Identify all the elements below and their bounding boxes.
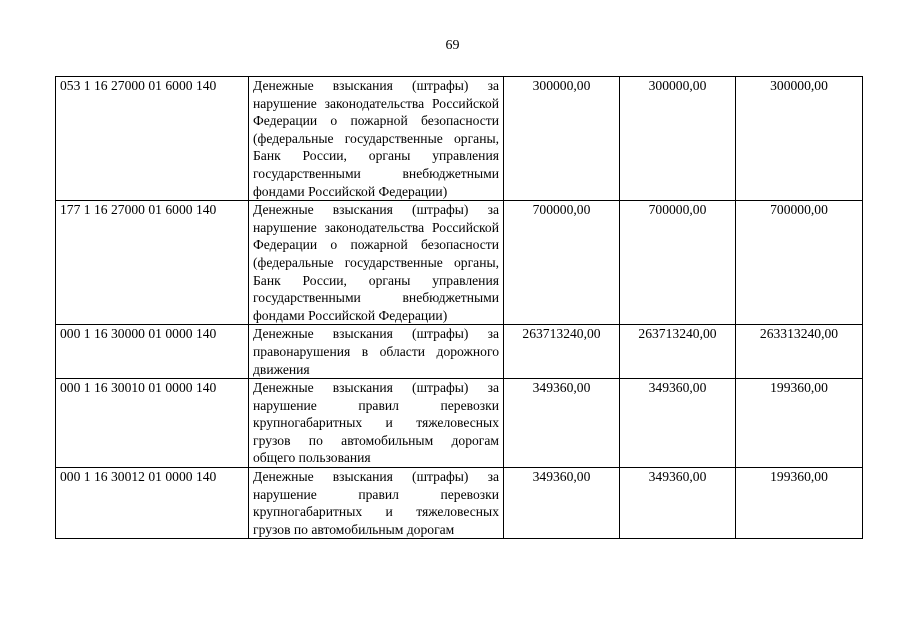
amount-year2-cell: 349360,00 xyxy=(620,379,736,468)
description-cell: Денежные взыскания (штрафы) за нарушение правил перевозки крупногабаритных и тяжеловесных грузов по автомобильным дорогам xyxy=(249,468,504,539)
budget-code-cell: 177 1 16 27000 01 6000 140 xyxy=(56,201,249,325)
amount-year1-cell: 349360,00 xyxy=(504,468,620,539)
amount-year2-cell: 700000,00 xyxy=(620,201,736,325)
amount-year3-cell: 199360,00 xyxy=(736,379,863,468)
revenue-table xyxy=(55,76,863,539)
description-cell: Денежные взыскания (штрафы) за нарушение правил перевозки крупногабаритных и тяжеловесных грузов по автомобильным дорогам общего пользования xyxy=(249,379,504,468)
table-row xyxy=(56,325,863,379)
amount-year2-cell: 263713240,00 xyxy=(620,325,736,379)
amount-year2-cell: 300000,00 xyxy=(620,77,736,201)
amount-year1-cell: 700000,00 xyxy=(504,201,620,325)
amount-year1-cell: 300000,00 xyxy=(504,77,620,201)
amount-year3-cell: 263313240,00 xyxy=(736,325,863,379)
amount-year1-cell: 349360,00 xyxy=(504,379,620,468)
budget-code-cell: 000 1 16 30012 01 0000 140 xyxy=(56,468,249,539)
amount-year3-cell: 700000,00 xyxy=(736,201,863,325)
budget-code-cell: 053 1 16 27000 01 6000 140 xyxy=(56,77,249,201)
amount-year3-cell: 300000,00 xyxy=(736,77,863,201)
description-cell: Денежные взыскания (штрафы) за нарушение законодательства Российской Федерации о пожарной безопасности (федеральные государственные органы, Банк России, органы управления государственными внебюджетными фондами Российской Федерации) xyxy=(249,77,504,201)
table-row xyxy=(56,468,863,539)
budget-code-cell: 000 1 16 30000 01 0000 140 xyxy=(56,325,249,379)
budget-code-cell: 000 1 16 30010 01 0000 140 xyxy=(56,379,249,468)
table-row xyxy=(56,379,863,468)
page-number: 69 xyxy=(445,38,460,53)
table-row xyxy=(56,201,863,325)
table-row xyxy=(56,77,863,201)
amount-year3-cell: 199360,00 xyxy=(736,468,863,539)
description-cell: Денежные взыскания (штрафы) за правонарушения в области дорожного движения xyxy=(249,325,504,379)
amount-year1-cell: 263713240,00 xyxy=(504,325,620,379)
description-cell: Денежные взыскания (штрафы) за нарушение законодательства Российской Федерации о пожарной безопасности (федеральные государственные органы, Банк России, органы управления государственными внебюджетными фондами Российской Федерации) xyxy=(249,201,504,325)
amount-year2-cell: 349360,00 xyxy=(620,468,736,539)
